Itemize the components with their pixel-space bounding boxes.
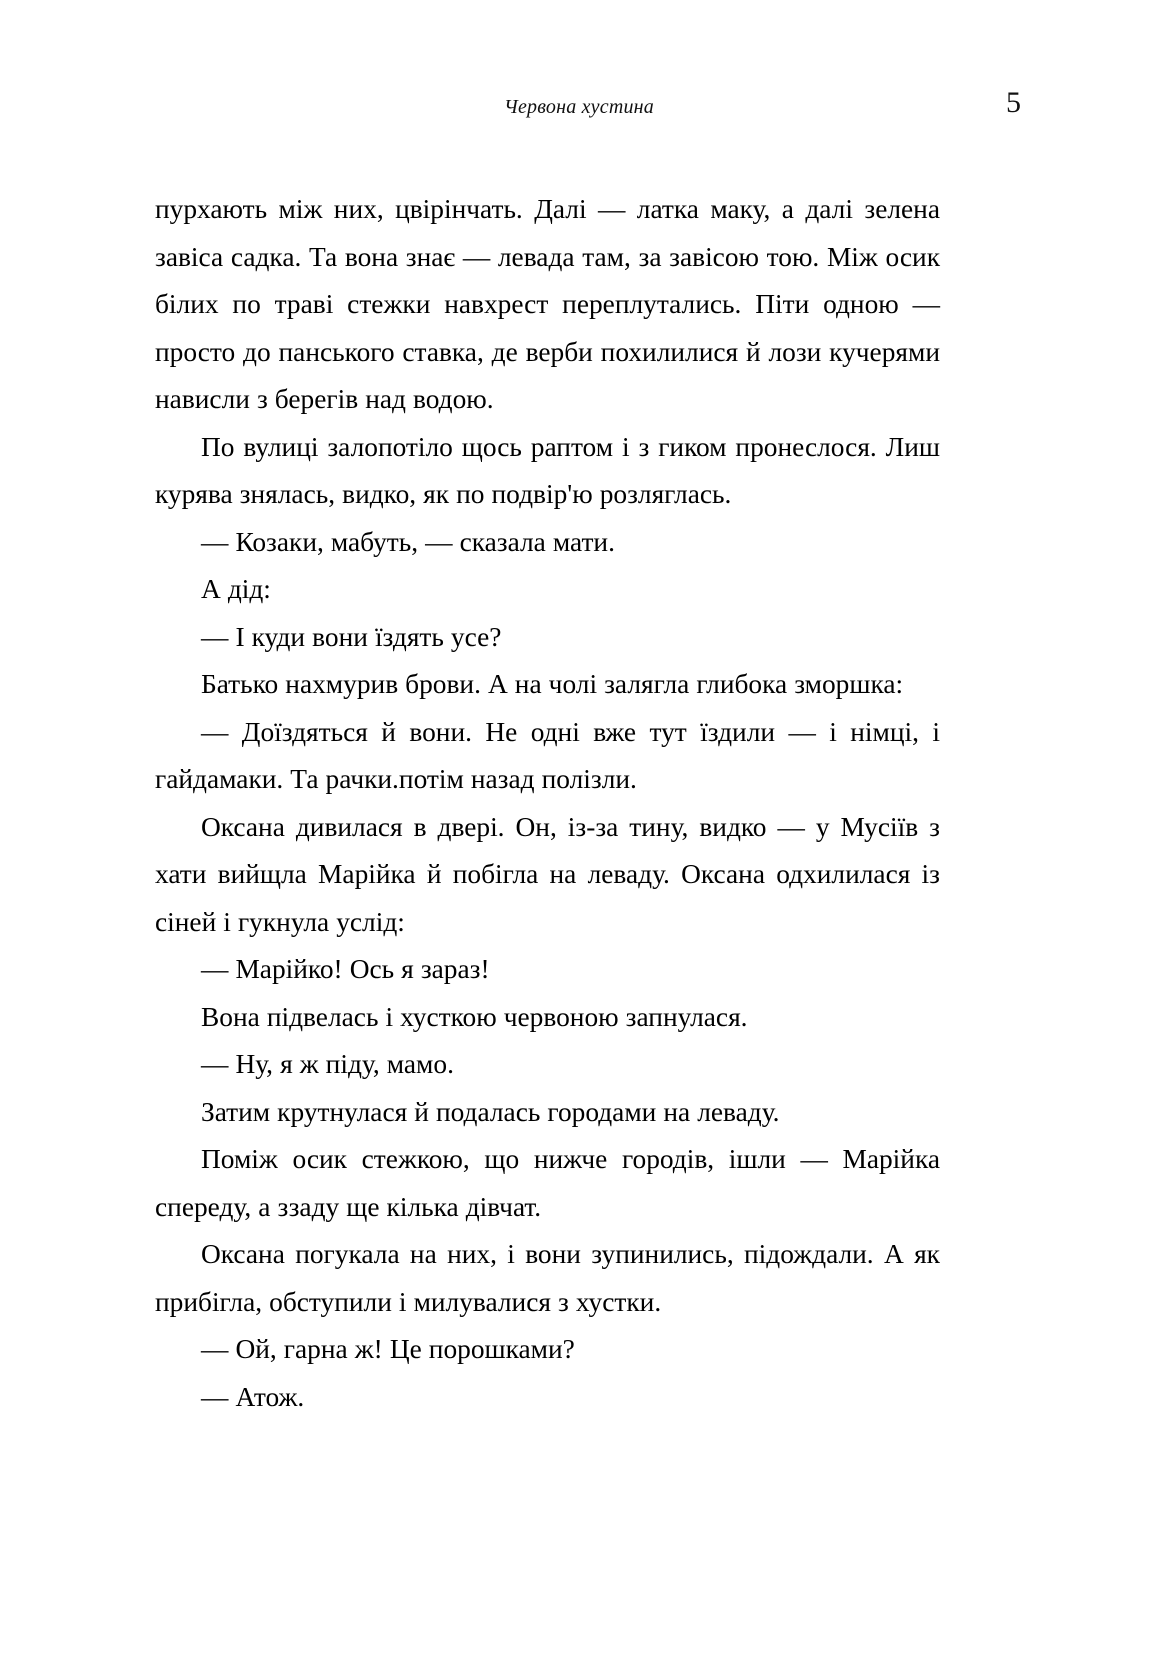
paragraph: Оксана погукала на них, і вони зупинились, підождали. А як прибігла, обступили і милувалися з хустки.	[155, 1239, 940, 1317]
dialogue-line: — Доїздяться й вони. Не одні вже тут їздили — і німці, і гайдамаки. Та рачки.потім назад полізли.	[155, 716, 940, 794]
paragraph: Батько нахмурив брови. А на чолі залягла глибока зморшка:	[201, 669, 904, 699]
page-number: 5	[1006, 86, 1021, 119]
body-text-block	[155, 186, 940, 1421]
paragraph: Вона підвелась і хусткою червоною запнулася.	[201, 1001, 748, 1032]
running-head	[155, 96, 1003, 130]
dialogue-line: — Атож.	[201, 1381, 305, 1412]
paragraph: пурхають між них, цвірінчать. Далі — латка маку, а далі зелена завіса садка. Та вона знає — левада там, за завісою тою. Між осик білих по траві стежки навхрест переплутались. Піти одною — просто до панського ставка, де верби похилилися й лози кучерями нависли з берегів над водою.	[155, 194, 940, 414]
paragraph: А дід:	[201, 574, 271, 604]
dialogue-line: — Марійко! Ось я зараз!	[201, 954, 490, 984]
paragraph: Поміж осик стежкою, що нижче городів, ішли — Марійка спереду, а ззаду ще кілька дівчат.	[155, 1144, 940, 1222]
paragraph: Затим крутнулася й подалась городами на леваду.	[201, 1096, 780, 1127]
running-head-title: Червона хустина	[504, 96, 654, 118]
paragraph: Оксана дивилася в двері. Он, із-за тину, видко — у Мусіїв з хати вийщла Марійка й побігла на леваду. Оксана одхилилася із сіней і гукнула услід:	[155, 811, 940, 937]
dialogue-line: — Ну, я ж піду, мамо.	[201, 1049, 454, 1079]
dialogue-line: — І куди вони їздять усе?	[201, 621, 502, 652]
dialogue-line: — Ой, гарна ж! Це порошками?	[201, 1334, 575, 1364]
dialogue-line: — Козаки, мабуть, — сказала мати.	[201, 526, 615, 557]
paragraph: По вулиці залопотіло щось раптом і з гиком пронеслося. Лиш курява знялась, видко, як по подвір'ю розляглась.	[155, 431, 940, 509]
